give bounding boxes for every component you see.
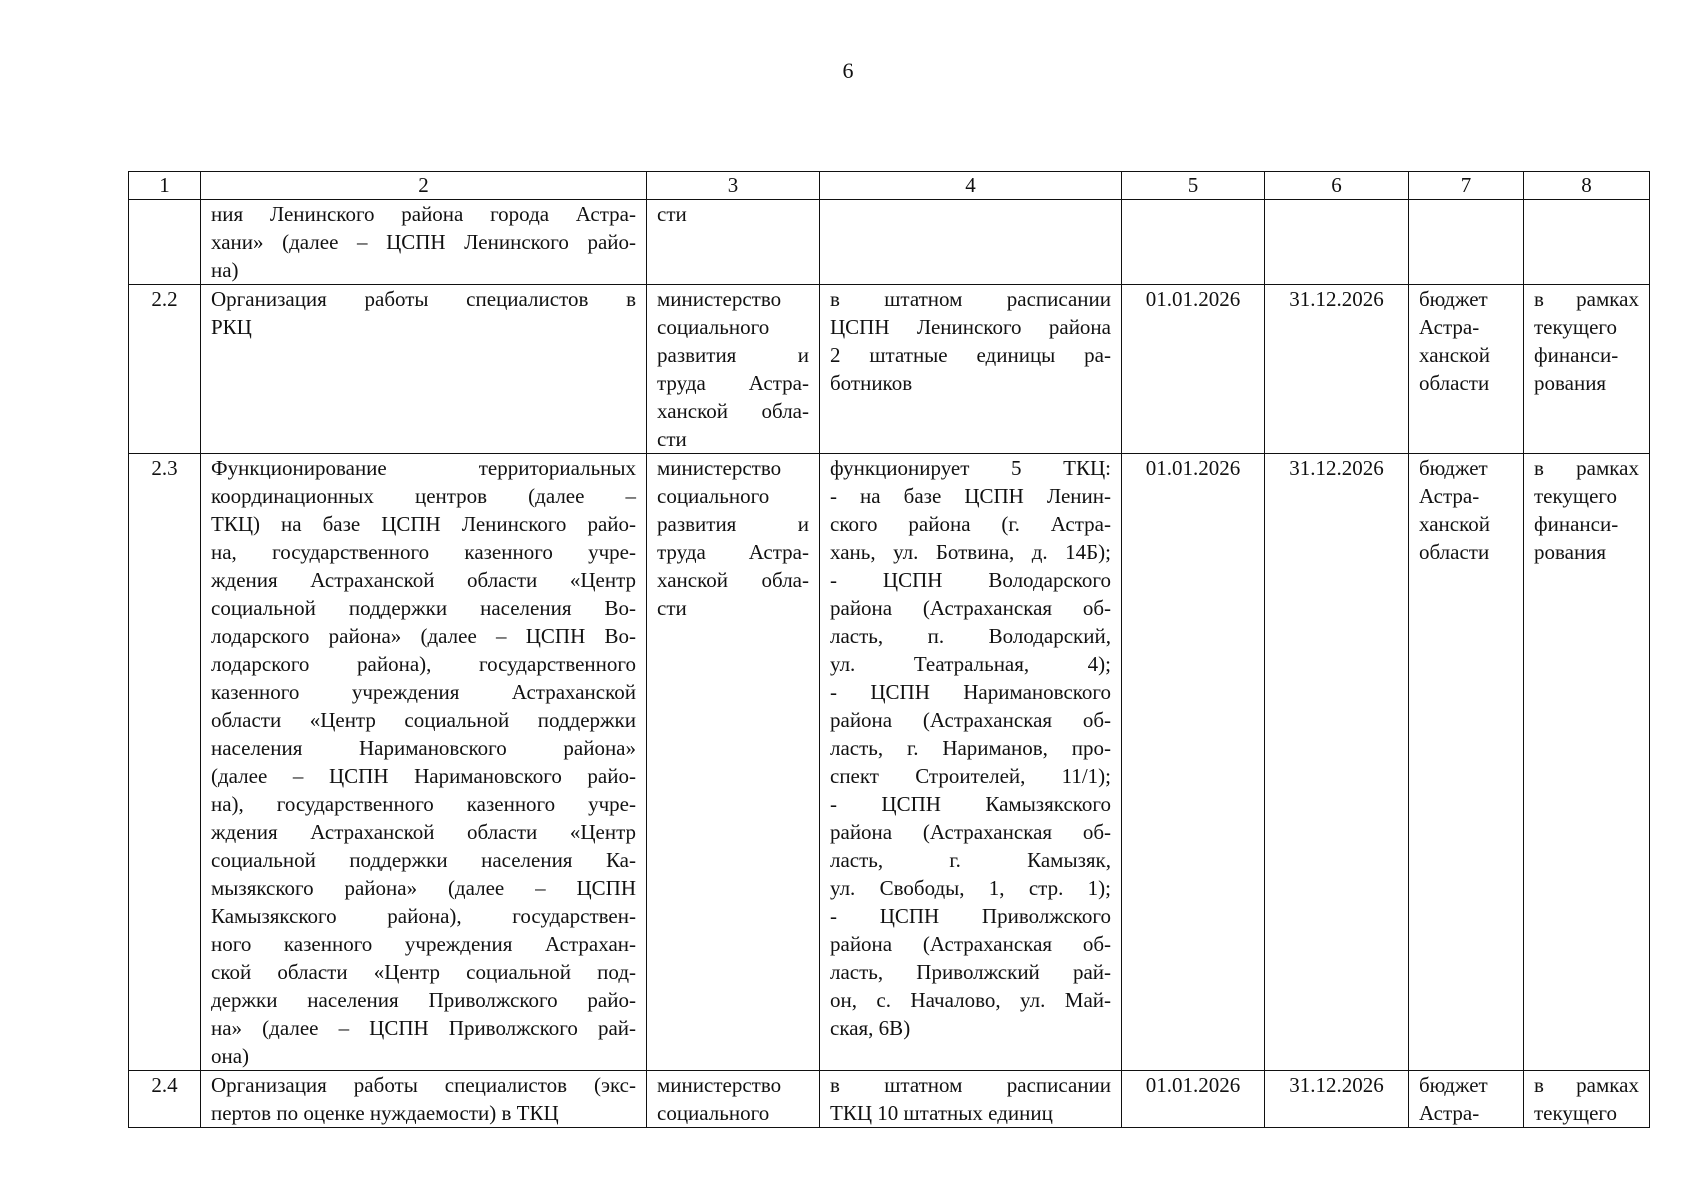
item-number-cell: 2.3: [129, 454, 201, 1071]
cell-line: ТКЦ 10 штатных единиц: [830, 1101, 1053, 1125]
result-cell: [820, 200, 1122, 285]
cell-line: ТКЦ) на базе ЦСПН Ленинского райо-: [211, 512, 636, 536]
cell-line: ханской обла-: [657, 568, 809, 592]
table-row: [129, 454, 1650, 1071]
cell-line: в штатном расписании: [830, 1073, 1111, 1097]
cell-line: финанси-: [1534, 512, 1619, 536]
cell-line: текущего: [1534, 315, 1617, 339]
responsible-cell: [647, 454, 820, 1071]
cell-line: ния Ленинского района города Астра-: [211, 202, 636, 226]
cell-line: - ЦСПН Приволжского: [830, 904, 1111, 928]
cell-line: финанси-: [1534, 343, 1619, 367]
responsible-cell: [647, 285, 820, 454]
cell-line: социальной поддержки населения Во-: [211, 596, 636, 620]
cell-line: ханской обла-: [657, 399, 809, 423]
page-number: 6: [842, 58, 854, 83]
start-date-cell: 01.01.2026: [1122, 1071, 1265, 1128]
cell-line: ул. Свободы, 1, стр. 1);: [830, 876, 1111, 900]
cell-line: сти: [657, 427, 687, 451]
cell-line: он, с. Началово, ул. Май-: [830, 988, 1111, 1012]
funding-type-cell: [1524, 1071, 1650, 1128]
cell-line: ласть, п. Володарский,: [830, 624, 1111, 648]
cell-line: сти: [657, 596, 687, 620]
start-date-cell: 01.01.2026: [1122, 285, 1265, 454]
responsible-cell: [647, 200, 820, 285]
funding-type-cell: [1524, 200, 1650, 285]
cell-line: пертов по оценке нуждаемости) в ТКЦ: [211, 1101, 559, 1125]
column-header: 5: [1122, 172, 1265, 200]
column-header: 7: [1409, 172, 1524, 200]
cell-line: рования: [1534, 371, 1607, 395]
column-header: 8: [1524, 172, 1650, 200]
plan-table: [128, 171, 1650, 1128]
cell-line: социальной поддержки населения Ка-: [211, 848, 636, 872]
cell-line: области: [1419, 540, 1490, 564]
cell-line: бюджет: [1419, 287, 1488, 311]
cell-line: социального: [657, 484, 770, 508]
cell-line: ул. Театральная, 4);: [830, 652, 1111, 676]
activity-cell: [201, 285, 647, 454]
cell-line: - ЦСПН Наримановского: [830, 680, 1111, 704]
funding-source-cell: [1409, 200, 1524, 285]
cell-line: на, государственного казенного учре-: [211, 540, 636, 564]
cell-line: министерство: [657, 456, 782, 480]
cell-line: держки населения Приволжского райо-: [211, 988, 636, 1012]
cell-line: - ЦСПН Камызякского: [830, 792, 1111, 816]
cell-line: Функционирование территориальных: [211, 456, 636, 480]
cell-line: ская, 6В): [830, 1016, 911, 1040]
cell-line: функционирует 5 ТКЦ:: [830, 456, 1111, 480]
cell-line: ского района (г. Астра-: [830, 512, 1111, 536]
cell-line: лодарского района» (далее – ЦСПН Во-: [211, 624, 636, 648]
cell-line: развития и: [657, 512, 809, 536]
end-date-cell: [1265, 200, 1409, 285]
result-cell: [820, 454, 1122, 1071]
cell-line: ласть, г. Нариманов, про-: [830, 736, 1111, 760]
cell-line: района (Астраханская об-: [830, 820, 1111, 844]
header-row: [129, 172, 1650, 200]
cell-line: области: [1419, 371, 1490, 395]
item-number-cell: 2.2: [129, 285, 201, 454]
result-cell: [820, 285, 1122, 454]
cell-line: бюджет: [1419, 456, 1488, 480]
result-cell: [820, 1071, 1122, 1128]
cell-line: на): [211, 258, 239, 282]
cell-line: министерство: [657, 287, 782, 311]
cell-line: координационных центров (далее –: [211, 484, 636, 508]
funding-source-cell: [1409, 1071, 1524, 1128]
cell-line: (далее – ЦСПН Наримановского райо-: [211, 764, 636, 788]
cell-line: ласть, г. Камызяк,: [830, 848, 1111, 872]
cell-line: спект Строителей, 11/1);: [830, 764, 1111, 788]
cell-line: мызякского района» (далее – ЦСПН: [211, 876, 636, 900]
cell-line: ханской: [1419, 512, 1490, 536]
cell-line: - ЦСПН Володарского: [830, 568, 1111, 592]
cell-line: казенного учреждения Астраханской: [211, 680, 636, 704]
item-number-cell: 2.4: [129, 1071, 201, 1128]
cell-line: района (Астраханская об-: [830, 708, 1111, 732]
cell-line: текущего: [1534, 484, 1617, 508]
cell-line: труда Астра-: [657, 540, 809, 564]
cell-line: района (Астраханская об-: [830, 932, 1111, 956]
cell-line: в рамках: [1534, 287, 1639, 311]
cell-line: ской области «Центр социальной под-: [211, 960, 636, 984]
column-header: 6: [1265, 172, 1409, 200]
table-row: [129, 285, 1650, 454]
start-date-cell: [1122, 200, 1265, 285]
cell-line: текущего: [1534, 1101, 1617, 1125]
cell-line: министерство: [657, 1073, 782, 1097]
table-row: [129, 1071, 1650, 1128]
cell-line: ботников: [830, 371, 913, 395]
cell-line: Камызякского района), государствен-: [211, 904, 636, 928]
cell-line: Организация работы специалистов (экс-: [211, 1073, 636, 1097]
cell-line: на), государственного казенного учре-: [211, 792, 636, 816]
cell-line: Организация работы специалистов в: [211, 287, 636, 311]
cell-line: Астра-: [1419, 484, 1480, 508]
cell-line: ЦСПН Ленинского района: [830, 315, 1111, 339]
column-header: 3: [647, 172, 820, 200]
cell-line: 2 штатные единицы ра-: [830, 343, 1111, 367]
activity-cell: [201, 454, 647, 1071]
cell-line: ласть, Приволжский рай-: [830, 960, 1111, 984]
end-date-cell: 31.12.2026: [1265, 454, 1409, 1071]
funding-source-cell: [1409, 285, 1524, 454]
responsible-cell: [647, 1071, 820, 1128]
cell-line: лодарского района), государственного: [211, 652, 636, 676]
table-row: [129, 200, 1650, 285]
item-number-cell: [129, 200, 201, 285]
cell-line: ждения Астраханской области «Центр: [211, 568, 636, 592]
cell-line: рования: [1534, 540, 1607, 564]
activity-cell: [201, 200, 647, 285]
cell-line: области «Центр социальной поддержки: [211, 708, 636, 732]
end-date-cell: 31.12.2026: [1265, 1071, 1409, 1128]
cell-line: сти: [657, 202, 687, 226]
cell-line: в штатном расписании: [830, 287, 1111, 311]
cell-line: в рамках: [1534, 456, 1639, 480]
cell-line: в рамках: [1534, 1073, 1639, 1097]
funding-type-cell: [1524, 454, 1650, 1071]
cell-line: бюджет: [1419, 1073, 1488, 1097]
activity-cell: [201, 1071, 647, 1128]
cell-line: Астра-: [1419, 1101, 1480, 1125]
cell-line: Астра-: [1419, 315, 1480, 339]
cell-line: РКЦ: [211, 315, 252, 339]
cell-line: ного казенного учреждения Астрахан-: [211, 932, 636, 956]
column-header: 4: [820, 172, 1122, 200]
cell-line: населения Наримановского района»: [211, 736, 636, 760]
cell-line: ханской: [1419, 343, 1490, 367]
column-header: 1: [129, 172, 201, 200]
end-date-cell: 31.12.2026: [1265, 285, 1409, 454]
cell-line: она): [211, 1044, 250, 1068]
cell-line: хань, ул. Ботвина, д. 14Б);: [830, 540, 1111, 564]
cell-line: труда Астра-: [657, 371, 809, 395]
column-header: 2: [201, 172, 647, 200]
cell-line: хани» (далее – ЦСПН Ленинского райо-: [211, 230, 636, 254]
funding-source-cell: [1409, 454, 1524, 1071]
cell-line: развития и: [657, 343, 809, 367]
cell-line: ждения Астраханской области «Центр: [211, 820, 636, 844]
cell-line: социального: [657, 315, 770, 339]
cell-line: района (Астраханская об-: [830, 596, 1111, 620]
start-date-cell: 01.01.2026: [1122, 454, 1265, 1071]
funding-type-cell: [1524, 285, 1650, 454]
cell-line: - на базе ЦСПН Ленин-: [830, 484, 1111, 508]
cell-line: на» (далее – ЦСПН Приволжского рай-: [211, 1016, 636, 1040]
cell-line: социального: [657, 1101, 770, 1125]
